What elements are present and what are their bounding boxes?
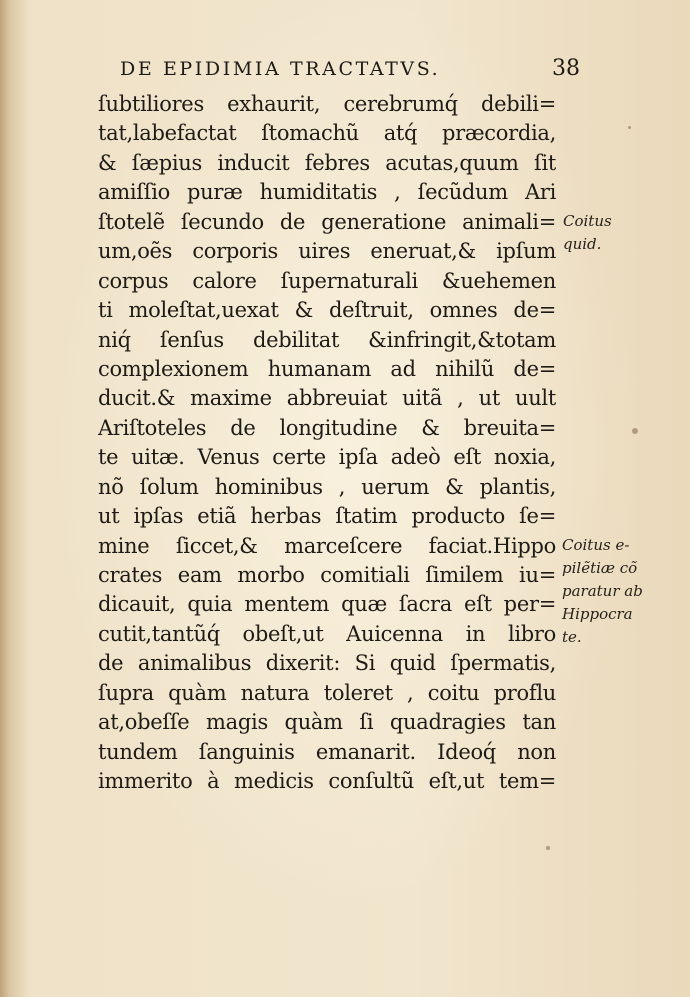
body-text-block	[98, 90, 556, 797]
marginal-note-line: paratur ab	[562, 582, 643, 600]
marginal-note-line: quid.	[563, 235, 602, 253]
marginal-note-line: Hippocra	[562, 605, 633, 623]
text-line: immerito à medicis conſultũ eſt,ut tem=	[98, 769, 556, 794]
text-line: ti moleſtat,uexat & deſtruit, omnes de=	[98, 298, 556, 323]
header-title: DE EPIDIMIA TRACTATVS.	[120, 58, 441, 80]
paper-stain	[632, 428, 638, 434]
text-line: & ſæpius inducit febres acutas,quum ſit	[98, 150, 556, 175]
text-line: tundem ſanguinis emanarit. Ideoq́ non	[98, 739, 556, 764]
text-line: at,obeſſe magis quàm ſi quadragies tan	[98, 710, 556, 735]
marginal-note-coitus-quid	[563, 210, 643, 256]
marginal-note-line: te.	[562, 628, 582, 646]
text-line: complexionem humanam ad nihilũ de=	[98, 356, 556, 381]
text-line: corpus calore ſupernaturali &uehemen	[98, 268, 556, 293]
text-line: ſupra quàm natura toleret , coitu proflu	[98, 680, 556, 705]
text-line: de animalibus dixerit: Si quid ſpermatis,	[98, 651, 556, 676]
text-line: mine ſiccet,& marceſcere faciat.Hippo	[98, 533, 556, 558]
text-line: cutit,tantũq́ obeſt,ut Auicenna in libro	[98, 621, 556, 646]
text-line: niq́ ſenſus debilitat &infringit,&totam	[98, 327, 556, 352]
text-line: nõ ſolum hominibus , uerum & plantis,	[98, 474, 556, 499]
text-line: te uitæ. Venus certe ipſa adeò eſt noxia,	[98, 445, 556, 470]
running-header	[120, 58, 600, 88]
paper-stain	[546, 846, 550, 850]
text-line: ſtotelẽ ſecundo de generatione animali=	[98, 209, 556, 234]
text-line: ut ipſas etiã herbas ſtatim producto ſe=	[98, 504, 556, 529]
text-line: tat,labefactat ſtomachũ atq́ præcordia,	[98, 121, 556, 146]
marginal-note-hippocrates	[562, 534, 672, 649]
text-line: ſubtiliores exhaurit, cerebrumq́ debili=	[98, 92, 556, 116]
text-line: ducit.& maxime abbreuiat uitã , ut uult	[98, 386, 556, 411]
marginal-note-line: Coitus e-	[562, 536, 630, 554]
text-line: amiſſio puræ humiditatis , ſecũdum Ari	[98, 180, 556, 205]
marginal-note-line: Coitus	[563, 212, 612, 230]
text-line: dicauit, quia mentem quæ ſacra eſt per=	[98, 592, 556, 617]
text-line: crates eam morbo comitiali ſimilem iu=	[98, 563, 556, 587]
text-line: um,oẽs corporis uires eneruat,& ipſum	[98, 239, 556, 264]
text-line: Ariſtoteles de longitudine & breuita=	[98, 415, 556, 440]
paper-stain	[628, 126, 631, 129]
page-number: 38	[552, 56, 580, 81]
marginal-note-line: pilẽtiæ cõ	[562, 559, 638, 577]
